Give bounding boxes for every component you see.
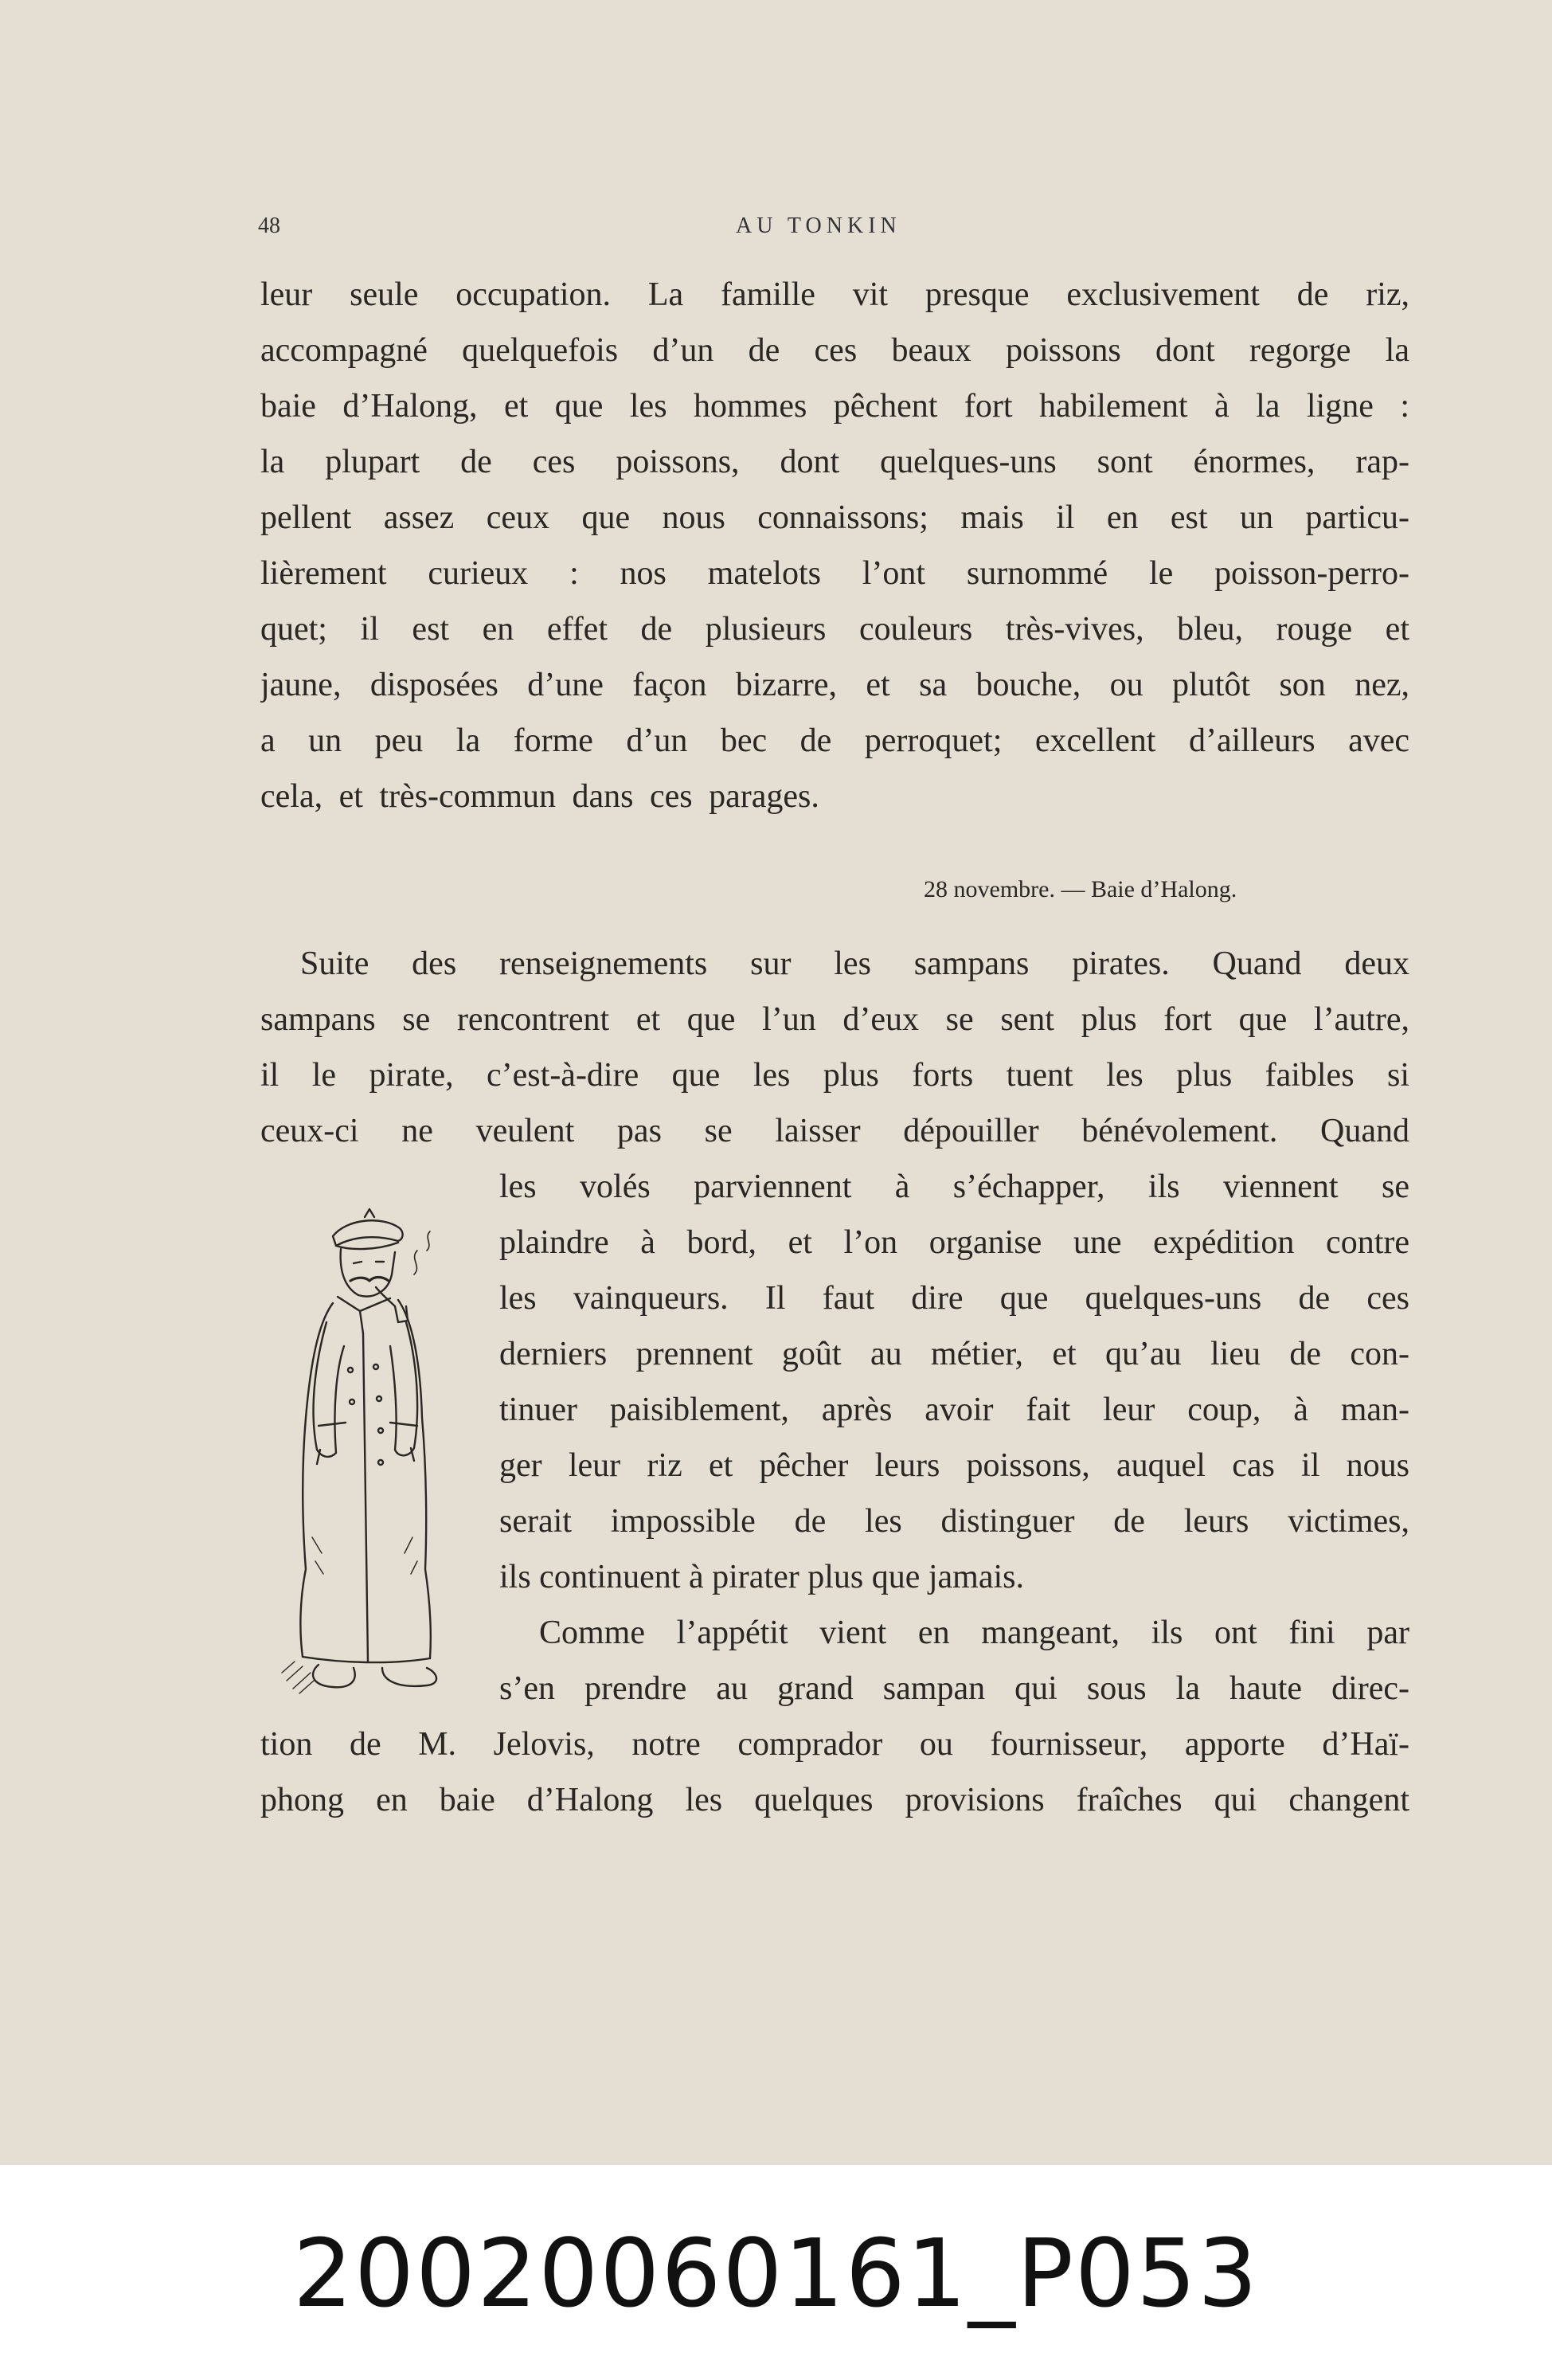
text-line: serait impossible de les distinguer de leurs victimes, bbox=[499, 1503, 1409, 1540]
text-line: accompagné quelquefois d’un de ces beaux poissons dont regorge la bbox=[260, 332, 1409, 369]
text-line: tion de M. Jelovis, notre comprador ou fournisseur, apporte d’Haï- bbox=[260, 1726, 1409, 1763]
text-line: Suite des renseignements sur les sampans pirates. Quand deux bbox=[300, 945, 1409, 982]
text-line: cela, et très-commun dans ces parages. bbox=[260, 778, 819, 815]
text-line: il le pirate, c’est-à-dire que les plus forts tuent les plus faibles si bbox=[260, 1057, 1409, 1094]
text-line: derniers prennent goût au métier, et qu’au lieu de con- bbox=[499, 1336, 1409, 1372]
text-line: tinuer paisiblement, après avoir fait leur coup, à man- bbox=[499, 1392, 1409, 1428]
sailor-with-pipe-illustration bbox=[271, 1187, 494, 1713]
text-line: ceux-ci ne veulent pas se laisser dépouiller bénévolement. Quand bbox=[260, 1113, 1409, 1149]
page-number: 48 bbox=[258, 213, 280, 238]
catalog-id: 20020060161_P053 bbox=[292, 2218, 1260, 2328]
text-line: ils continuent à pirater plus que jamais. bbox=[499, 1559, 1024, 1595]
text-line: plaindre à bord, et l’on organise une expédition contre bbox=[499, 1224, 1409, 1261]
text-line: s’en prendre au grand sampan qui sous la haute direc- bbox=[499, 1670, 1409, 1707]
text-line: les vainqueurs. Il faut dire que quelques-uns de ces bbox=[499, 1280, 1409, 1317]
text-line: quet; il est en effet de plusieurs couleurs très-vives, bleu, rouge et bbox=[260, 611, 1409, 648]
text-line: ger leur riz et pêcher leurs poissons, auquel cas il nous bbox=[499, 1447, 1409, 1484]
text-line: Comme l’appétit vient en mangeant, ils ont fini par bbox=[539, 1615, 1409, 1651]
text-line: la plupart de ces poissons, dont quelques-uns sont énormes, rap- bbox=[260, 444, 1409, 480]
text-line: lièrement curieux : nos matelots l’ont surnommé le poisson-perro- bbox=[260, 555, 1409, 592]
text-line: jaune, disposées d’une façon bizarre, et sa bouche, ou plutôt son nez, bbox=[260, 667, 1409, 703]
text-line: a un peu la forme d’un bec de perroquet; excellent d’ailleurs avec bbox=[260, 722, 1409, 759]
text-line: sampans se rencontrent et que l’un d’eux se sent plus fort que l’autre, bbox=[260, 1001, 1409, 1038]
text-line: pellent assez ceux que nous connaissons; mais il en est un particu- bbox=[260, 499, 1409, 536]
text-line: baie d’Halong, et que les hommes pêchent fort habilement à la ligne : bbox=[260, 388, 1409, 425]
text-line: phong en baie d’Halong les quelques provisions fraîches qui changent bbox=[260, 1782, 1409, 1818]
running-head bbox=[258, 213, 1433, 252]
text-line: les volés parviennent à s’échapper, ils viennent se bbox=[499, 1168, 1409, 1205]
text-line: leur seule occupation. La famille vit presque exclusivement de riz, bbox=[260, 276, 1409, 313]
running-title: AU TONKIN bbox=[736, 213, 901, 238]
dateline: 28 novembre. — Baie d’Halong. bbox=[924, 876, 1237, 902]
